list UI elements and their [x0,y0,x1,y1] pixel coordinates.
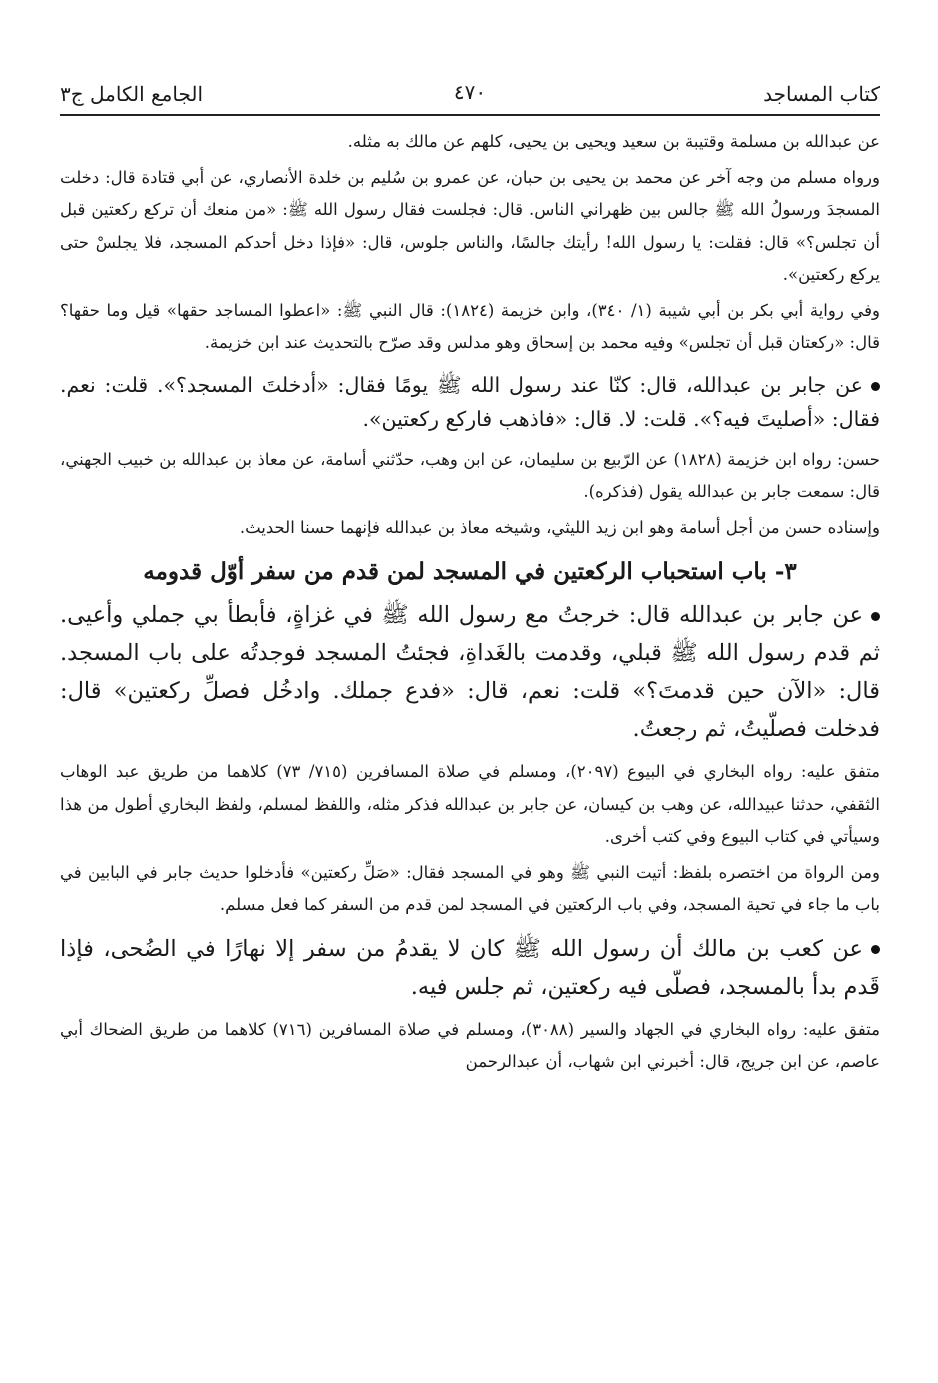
commentary-paragraph: متفق عليه: رواه البخاري في الجهاد والسير (٣٠٨٨)، ومسلم في صلاة المسافرين (٧١٦) كلاهما من طريق الضحاك أبي عاصم، عن ابن جريج، قال: أخبرني ابن شهاب، أن عبدالرحمن [60,1019,880,1071]
hadith-paragraph [60,596,880,748]
book-running-title: الجامع الكامل ج٣ [60,82,204,106]
commentary-paragraph: عن عبدالله بن مسلمة وقتيبة بن سعيد ويحيى بن يحيى، كلهم عن مالك به مثله. [347,132,880,151]
commentary-paragraph: وإسناده حسن من أجل أسامة وهو ابن زيد الليثي، وشيخه معاذ بن عبدالله فإنهما حسنا الحديث. [239,517,880,537]
page-number: ٤٧٠ [453,80,487,104]
bullet-icon [871,945,880,954]
hadith-text: عن جابر بن عبدالله قال: خرجتُ مع رسول الله ﷺ في غزاةٍ، فأبطأ بي جملي وأعيى. ثم قدم رسول الله ﷺ قبلي، وقدمت بالغَداةِ، فجئتُ المسجد فوجدتُه على باب المسجد. قال: «الآن حين قدمتَ؟» قلت: نعم، قال: «فدع جملك. وادخُل فصلِّ ركعتين» قال: فدخلت فصلّيتُ، ثم رجعتُ. [60,602,880,742]
commentary-paragraph: حسن: رواه ابن خزيمة (١٨٢٨) عن الرّبيع بن سليمان، عن ابن وهب، حدّثني أسامة، عن معاذ بن عبدالله بن خبيب الجهني، قال: سمعت جابر بن عبدالله يقول (فذكره). [60,449,881,501]
page-header [60,70,880,116]
commentary-paragraph: ومن الرواة من اختصره بلفظ: أتيت النبي ﷺ وهو في المسجد فقال: «صَلِّ ركعتين» فأدخلوا حديث جابر في البابين في باب ما جاء في تحية المسجد، وفي باب الركعتين في المسجد لمن قدم من السفر كما فعل مسلم. [60,862,880,914]
hadith-text: عن جابر بن عبدالله، قال: كنّا عند رسول الله ﷺ يومًا فقال: «أدخلتَ المسجد؟». قلت: نعم. فقال: «أصليتَ فيه؟». قلت: لا. قال: «فاذهب فاركع ركعتين». [60,372,880,431]
bullet-icon [871,612,880,621]
bullet-icon [871,382,880,391]
commentary-paragraph: متفق عليه: رواه البخاري في البيوع (٢٠٩٧)، ومسلم في صلاة المسافرين (٧١٥/ ٧٣) كلاهما من طريق عبد الوهاب الثقفي، حدثنا عبيدالله، عن وهب بن كيسان، عن جابر بن عبدالله فذكر مثله، واللفظ لمسلم، ولفظ البخاري أطول من هذا وسيأتي في كتاب البيوع وفي كتب أخرى. [60,762,881,846]
hadith-paragraph [60,368,880,436]
hadith-paragraph [60,930,880,1006]
book-page [60,70,880,1079]
commentary-paragraph: وفي رواية أبي بكر بن أبي شيبة (١/ ٣٤٠)، وابن خزيمة (١٨٢٤): قال النبي ﷺ: «اعطوا المساجد حقها» قيل وما حقها؟ قال: «ركعتان قبل أن تجلس» وفيه محمد بن إسحاق وهو مدلس وقد صرّح بالتحديث عند ابن خزيمة. [60,300,881,352]
hadith-text: عن كعب بن مالك أن رسول الله ﷺ كان لا يقدمُ من سفر إلا نهارًا في الضُحى، فإذا قَدم بدأ بالمسجد، فصلّى فيه ركعتين، ثم جلس فيه. [60,935,880,1000]
chapter-heading: ٣- باب استحباب الركعتين في المسجد لمن قدم من سفر أوّل قدومه [143,558,797,585]
commentary-paragraph: ورواه مسلم من وجه آخر عن محمد بن يحيى بن حبان، عن عمرو بن سُليم بن خلدة الأنصاري، عن أبي قتادة قال: دخلت المسجدَ ورسولُ الله ﷺ جالس بين ظهراني الناس. قال: فجلست فقال رسول الله ﷺ: «من منعك أن تركع ركعتين قبل أن تجلس؟» قال: فقلت: يا رسول الله! رأيتك جالسًا، والناس جلوس، قال: «فإذا دخل أحدكم المسجد، فلا يجلسْ حتى يركع ركعتين». [60,167,880,284]
page-body [60,126,880,1079]
chapter-running-title: كتاب المساجد [763,82,880,106]
